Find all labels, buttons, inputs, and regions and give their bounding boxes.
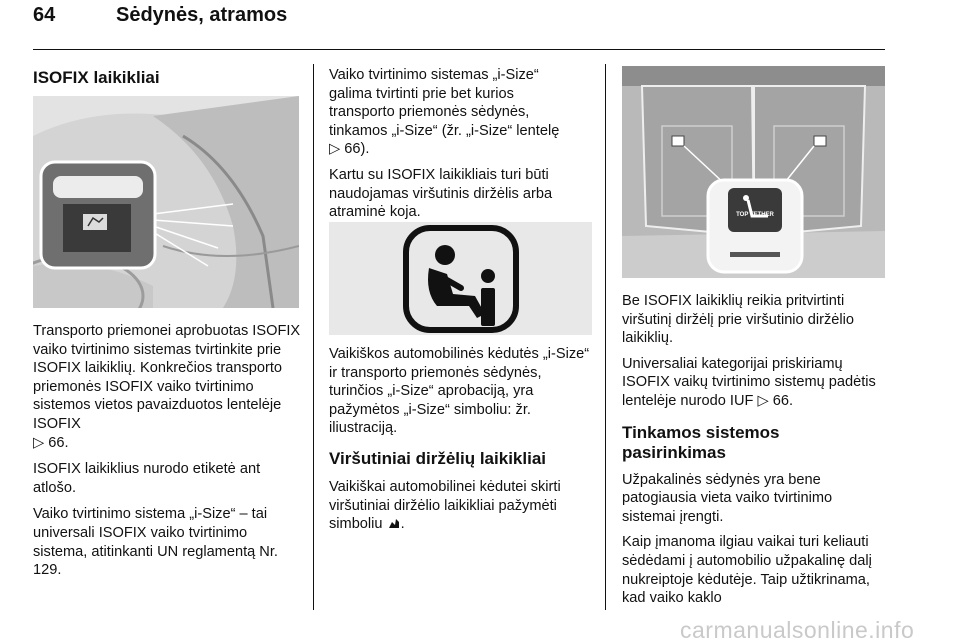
page-reference-icon: ▷ [757,392,769,409]
i-size-paragraph-3: Vaikiškos automobilinės kėdutės „i-Size“ ir transporto priemonės sėdynės, turinčios „i-Size“ aprobaciją, yra pažymėtos „i-Size“ simboliu: žr. iliustraciją. [329,346,590,437]
top-tether-symbol-icon [387,516,401,530]
selection-paragraph-2: Kaip įmanoma ilgiau vaikai turi keliauti sėdėdami į automobilio užpakalinę dalį nukreiptoje kėdutėje. Taip užtikrinama, kad vaiko kaklo [622,534,872,607]
watermark: carmanualsonline.info [680,617,915,643]
i-size-symbol-illustration [329,222,592,335]
isofix-anchor-illustration [33,96,299,308]
section-heading-isofix: ISOFIX laikikliai [33,68,160,87]
running-head: Sėdynės, atramos [116,4,288,26]
header-rule [33,49,885,50]
column-rule-2 [605,64,606,610]
section-heading-top-tether: Viršutiniai diržėlių laikikliai [329,448,546,468]
selection-paragraph-1: Užpakalinės sėdynės yra bene patogiausia vieta vaiko tvirtinimo sistemai įrengti. [622,471,833,525]
tether-paragraph-2: Universaliai kategorijai priskiriamų ISOFIX vaikų tvirtinimo sistemų padėtis lentelėje nurodo IUF ▷ 66. [622,355,876,409]
column-rule-1 [313,64,314,610]
tether-paragraph-1: Be ISOFIX laikiklių reikia pritvirtinti viršutinį diržėlį prie viršutinio diržėlio laikiklių. [622,293,854,347]
isofix-paragraph-3: Vaiko tvirtinimo sistema „i-Size“ – tai universali ISOFIX vaiko tvirtinimo sistema, atitinkanti UN reglamentą Nr. 129. [33,506,278,579]
top-tether-paragraph: Vaikiškai automobilinei kėdutei skirti viršutiniai diržėlio laikikliai pažymėti simboliu . [329,478,561,533]
page-number: 64 [33,4,56,26]
top-tether-anchor-illustration [622,66,885,278]
isofix-paragraph-1: Transporto priemonei aprobuotas ISOFIX vaiko tvirtinimo sistemas tvirtinkite prie ISOFIX laikiklių. Konkrečios transporto priemonės ISOFIX vaiko tvirtinimo sistemos vietos pavaizduotos lentelėje ISOFIX ▷ 66. [33,323,301,451]
page-reference-icon: ▷ [329,141,341,158]
i-size-paragraph-1: Vaiko tvirtinimo sistemas „i-Size“ galima tvirtinti prie bet kurios transporto priemonės sėdynės, tinkamos „i-Size“ (žr. „i-Size“ lentelę ▷ 66). [329,67,560,158]
section-heading-system-selection: Tinkamos sistemos pasirinkimas [622,422,780,462]
i-size-paragraph-2: Kartu su ISOFIX laikikliais turi būti naudojamas viršutinis diržėlis arba atraminė koja. [329,166,553,221]
top-tether-label: TOP TETHER [736,212,774,218]
isofix-paragraph-2: ISOFIX laikiklius nurodo etiketė ant atlošo. [33,461,261,496]
page-reference-icon: ▷ [33,434,45,451]
